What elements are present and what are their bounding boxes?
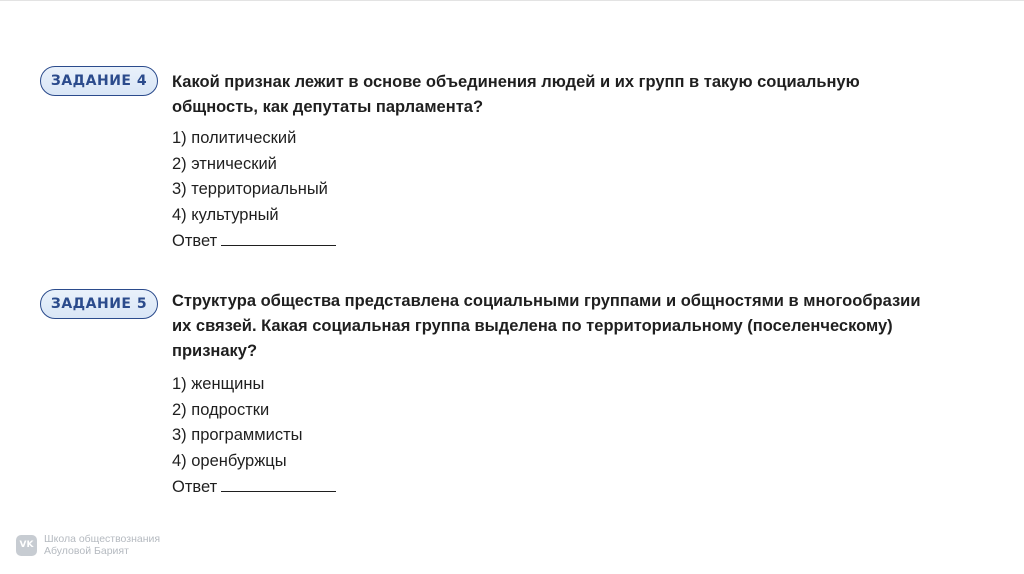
answer-row — [172, 474, 336, 501]
option-1: 1) женщины — [172, 375, 265, 393]
question-line: Какой признак лежит в основе объединения людей и их групп в такую социальную — [172, 73, 860, 91]
answer-options — [172, 126, 336, 255]
footer-line-2: Абуловой Барият — [44, 545, 129, 557]
option-2: 2) этнический — [172, 154, 277, 173]
option-3: 3) программисты — [172, 426, 303, 445]
top-divider — [0, 0, 1024, 1]
answer-blank — [221, 474, 336, 492]
footer-line-1: Школа обществознания — [44, 533, 161, 545]
vk-icon — [16, 535, 37, 556]
option-1: 1) политический — [172, 129, 297, 147]
answer-blank — [221, 228, 336, 246]
option-2: 2) подростки — [172, 400, 270, 419]
task-badge-label: ЗАДАНИЕ 5 — [50, 296, 148, 312]
answer-row — [172, 228, 336, 255]
footer-watermark — [16, 533, 160, 557]
question-line: общность, как депутаты парламента? — [172, 98, 484, 116]
question-text — [172, 289, 920, 364]
task-badge — [40, 66, 158, 96]
answer-options — [172, 372, 336, 501]
task-badge-label: ЗАДАНИЕ 4 — [50, 73, 148, 89]
question-line: Структура общества представлена социальными группами и общностями в многообразии — [172, 292, 921, 310]
option-4: 4) оренбуржцы — [172, 451, 287, 470]
question-line: их связей. Какая социальная группа выделена по территориальному (поселенческому) — [172, 317, 893, 335]
question-line: признаку? — [172, 342, 258, 360]
answer-label: Ответ — [172, 478, 218, 497]
footer-text — [44, 533, 160, 557]
question-text — [172, 70, 860, 120]
vk-icon-text: VK — [19, 540, 34, 550]
option-4: 4) культурный — [172, 205, 279, 224]
answer-label: Ответ — [172, 232, 218, 251]
task-badge — [40, 289, 158, 319]
option-3: 3) территориальный — [172, 180, 328, 199]
